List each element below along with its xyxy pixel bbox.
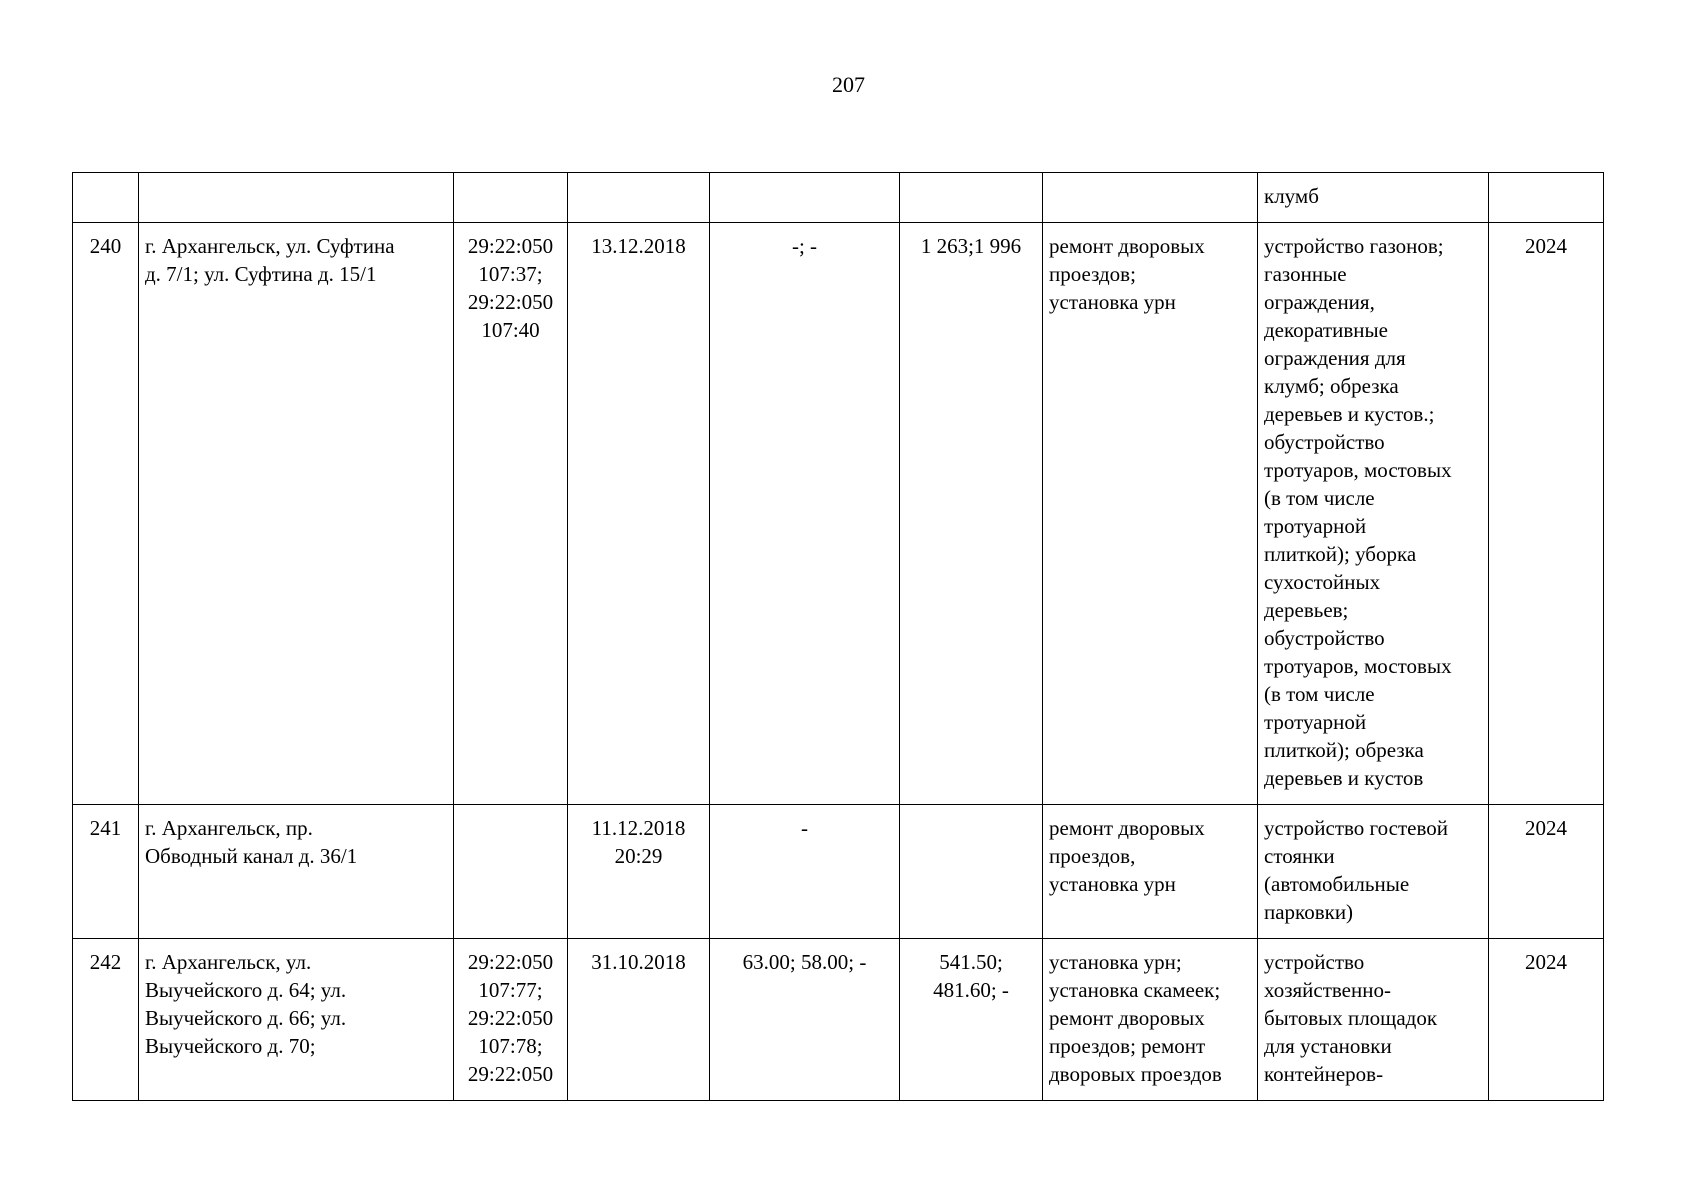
additional-works-line: плиткой); обрезка xyxy=(1264,738,1424,762)
planned-works-line: ремонт дворовых xyxy=(1049,234,1205,258)
additional-works-line: ограждения, xyxy=(1264,290,1375,314)
date-cell xyxy=(568,939,710,1101)
additional-works-line: деревьев и кустов xyxy=(1264,766,1424,790)
date-cell xyxy=(568,223,710,805)
table-row xyxy=(73,223,1604,805)
address-line: д. 7/1; ул. Суфтина д. 15/1 xyxy=(145,262,377,286)
cadastral-number-cell xyxy=(454,805,568,939)
planned-works-cell xyxy=(1043,223,1258,805)
additional-works-line: тротуаров, мостовых xyxy=(1264,458,1452,482)
cadastral-number-line: 107:77; xyxy=(478,978,543,1002)
row-number-cell: 241 xyxy=(73,805,139,939)
date-cell xyxy=(568,805,710,939)
planned-works-cell xyxy=(1043,173,1258,223)
date-line: 31.10.2018 xyxy=(591,950,686,974)
additional-works-line: газонные xyxy=(1264,262,1347,286)
cadastral-number-line: 107:40 xyxy=(481,318,540,342)
additional-works-line: (в том числе xyxy=(1264,486,1375,510)
cadastral-number-cell xyxy=(454,173,568,223)
cadastral-number-line: 29:22:050 xyxy=(467,1062,554,1086)
area-line: 1 263;1 996 xyxy=(920,234,1022,258)
year-cell: 2024 xyxy=(1489,939,1604,1101)
values-cell xyxy=(710,939,900,1101)
planned-works-cell xyxy=(1043,939,1258,1101)
additional-works-line: тротуарной xyxy=(1264,710,1367,734)
date-line: 11.12.2018 xyxy=(591,816,686,840)
address-cell xyxy=(139,939,454,1101)
address-line: г. Архангельск, пр. xyxy=(145,816,313,840)
address-cell xyxy=(139,223,454,805)
planned-works-line: проездов; xyxy=(1049,262,1136,286)
values-cell xyxy=(710,223,900,805)
values-line: - xyxy=(801,816,808,840)
date-line: 13.12.2018 xyxy=(591,234,686,258)
additional-works-line: плиткой); уборка xyxy=(1264,542,1417,566)
additional-works-line: хозяйственно- xyxy=(1264,978,1391,1002)
additional-works-cell xyxy=(1258,223,1489,805)
address-line: Выучейского д. 70; xyxy=(145,1034,316,1058)
additional-works-line: устройство xyxy=(1264,950,1365,974)
additional-works-cell xyxy=(1258,939,1489,1101)
planned-works-line: установка скамеек; xyxy=(1049,978,1221,1002)
date-line: 20:29 xyxy=(614,844,663,868)
area-cell xyxy=(900,939,1043,1101)
planned-works-line: установка урн xyxy=(1049,872,1176,896)
row-number-cell: 242 xyxy=(73,939,139,1101)
address-line: г. Архангельск, ул. xyxy=(145,950,312,974)
additional-works-line: контейнеров- xyxy=(1264,1062,1384,1086)
planned-works-line: установка урн xyxy=(1049,290,1176,314)
additional-works-line: клумб xyxy=(1264,184,1319,208)
area-cell xyxy=(900,223,1043,805)
additional-works-cell xyxy=(1258,173,1489,223)
planned-works-line: дворовых проездов xyxy=(1049,1062,1222,1086)
additional-works-line: тротуарной xyxy=(1264,514,1367,538)
planned-works-line: проездов; ремонт xyxy=(1049,1034,1206,1058)
additional-works-line: клумб; обрезка xyxy=(1264,374,1399,398)
additional-works-line: (в том числе xyxy=(1264,682,1375,706)
cadastral-number-line: 29:22:050 xyxy=(467,234,554,258)
additional-works-line: сухостойных xyxy=(1264,570,1381,594)
page-number: 207 xyxy=(832,72,865,97)
planned-works-line: ремонт дворовых xyxy=(1049,816,1205,840)
additional-works-line: декоративные xyxy=(1264,318,1388,342)
cadastral-number-cell xyxy=(454,939,568,1101)
cadastral-number-line: 107:78; xyxy=(478,1034,543,1058)
address-cell xyxy=(139,805,454,939)
additional-works-line: стоянки xyxy=(1264,844,1335,868)
area-cell xyxy=(900,173,1043,223)
additional-works-line: деревьев и кустов.; xyxy=(1264,402,1435,426)
address-cell xyxy=(139,173,454,223)
address-line: Выучейского д. 64; ул. xyxy=(145,978,347,1002)
address-line: г. Архангельск, ул. Суфтина xyxy=(145,234,395,258)
additional-works-line: парковки) xyxy=(1264,900,1354,924)
row-number-cell xyxy=(73,173,139,223)
table-row xyxy=(73,805,1604,939)
additional-works-line: обустройство xyxy=(1264,626,1385,650)
additional-works-line: обустройство xyxy=(1264,430,1385,454)
year-cell: 2024 xyxy=(1489,805,1604,939)
date-cell xyxy=(568,173,710,223)
additional-works-line: устройство газонов; xyxy=(1264,234,1444,258)
cadastral-number-line: 29:22:050 xyxy=(467,1006,554,1030)
area-cell xyxy=(900,805,1043,939)
planned-works-cell xyxy=(1043,805,1258,939)
additional-works-line: (автомобильные xyxy=(1264,872,1410,896)
values-cell xyxy=(710,173,900,223)
additional-works-line: деревьев; xyxy=(1264,598,1349,622)
planned-works-line: проездов, xyxy=(1049,844,1136,868)
cadastral-number-cell xyxy=(454,223,568,805)
additional-works-line: устройство гостевой xyxy=(1264,816,1448,840)
planned-works-line: установка урн; xyxy=(1049,950,1182,974)
address-line: Обводный канал д. 36/1 xyxy=(145,844,358,868)
address-line: Выучейского д. 66; ул. xyxy=(145,1006,347,1030)
planned-works-line: ремонт дворовых xyxy=(1049,1006,1205,1030)
cadastral-number-line: 29:22:050 xyxy=(467,950,554,974)
values-cell xyxy=(710,805,900,939)
additional-works-line: тротуаров, мостовых xyxy=(1264,654,1452,678)
improvement-register-table xyxy=(72,172,1604,1101)
table-row xyxy=(73,939,1604,1101)
additional-works-line: для установки xyxy=(1264,1034,1392,1058)
additional-works-line: бытовых площадок xyxy=(1264,1006,1438,1030)
cadastral-number-line: 29:22:050 xyxy=(467,290,554,314)
year-cell: 2024 xyxy=(1489,223,1604,805)
area-line: 481.60; - xyxy=(933,978,1009,1002)
table-row xyxy=(73,173,1604,223)
row-number-cell: 240 xyxy=(73,223,139,805)
additional-works-cell xyxy=(1258,805,1489,939)
cadastral-number-line: 107:37; xyxy=(478,262,543,286)
values-line: -; - xyxy=(791,234,818,258)
additional-works-line: ограждения для xyxy=(1264,346,1406,370)
area-line: 541.50; xyxy=(939,950,1003,974)
year-cell xyxy=(1489,173,1604,223)
values-line: 63.00; 58.00; - xyxy=(742,950,867,974)
